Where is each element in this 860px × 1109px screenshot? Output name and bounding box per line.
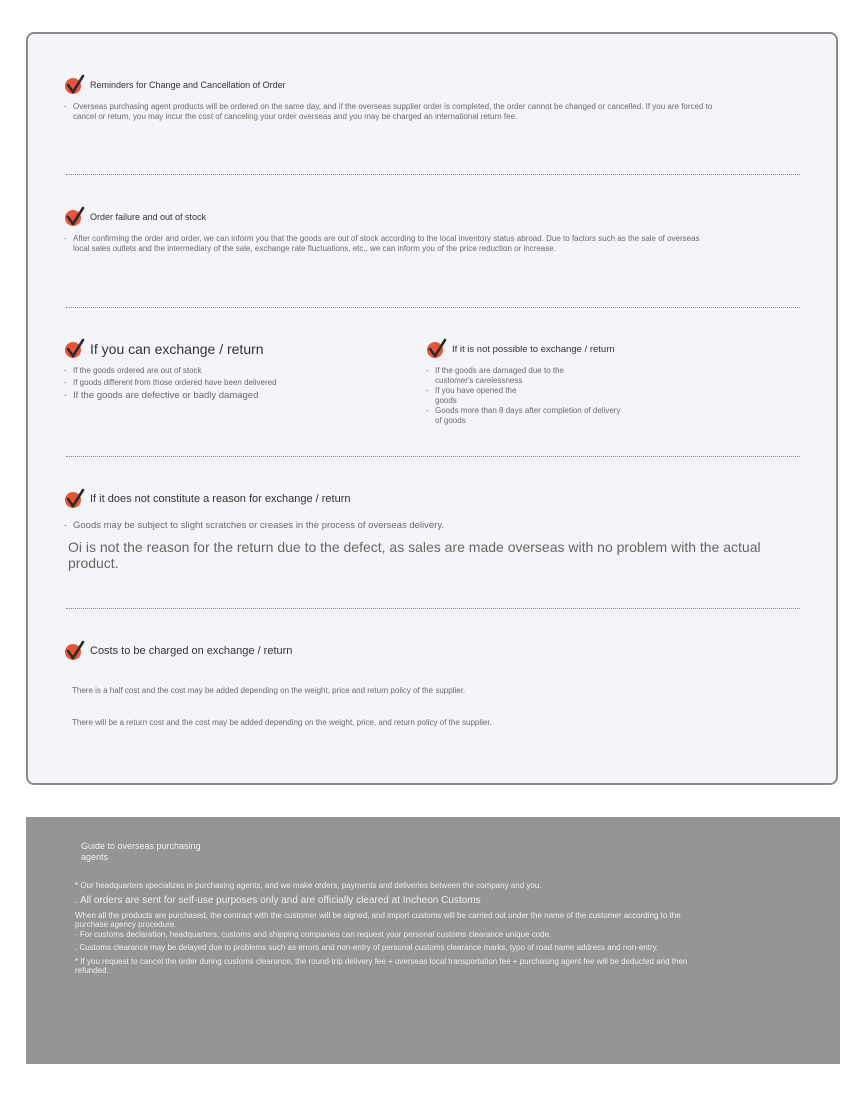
check-icon: [64, 206, 86, 228]
guide-panel: [26, 817, 840, 1064]
list-item: - If the goods are defective or badly damaged: [64, 390, 284, 402]
guide-paragraph: * Our headquarters specializes in purchasing agents, and we make orders, payments and deliveries between the company and you.: [75, 881, 542, 890]
policy-card: [26, 32, 838, 785]
bullet-list: [426, 366, 626, 426]
section-heading: [64, 640, 564, 662]
guide-paragraph: . Customs clearance may be delayed due to problems such as errors and non-entry of personal customs clearance marks, typo of road name address and non-entry.: [75, 943, 659, 952]
check-icon: [64, 338, 86, 360]
cost-line: There will be a return cost and the cost may be added depending on the weight, price, and return policy of the supplier.: [72, 718, 492, 727]
bullet-list: [64, 366, 284, 402]
bullet-list: [64, 520, 814, 531]
section-costs: [64, 640, 564, 728]
section-title: Order failure and out of stock: [90, 212, 207, 222]
divider: [66, 307, 800, 308]
list-item: - If you have opened the goods: [426, 386, 536, 406]
section-title: If it is not possible to exchange / return: [452, 343, 615, 355]
section-not-reason: [64, 488, 814, 571]
note-text: Oi is not the reason for the return due to the defect, as sales are made overseas with no problem with the actual product.: [68, 539, 761, 571]
section-title: If it does not constitute a reason for exchange / return: [90, 493, 351, 505]
check-icon: [64, 74, 86, 96]
section-failure-stock: [64, 206, 704, 254]
list-item: - If goods different from those ordered have been delivered: [64, 378, 284, 388]
list-item: - If the goods ordered are out of stock: [64, 366, 204, 376]
list-item: - Goods more than 8 days after completion of delivery of goods: [426, 406, 626, 426]
section-heading: [64, 338, 324, 360]
cost-line: There is a half cost and the cost may be added depending on the weight, price and return policy of the supplier.: [72, 686, 466, 695]
section-cannot-exchange: [426, 338, 646, 426]
divider: [66, 608, 800, 609]
section-title: If you can exchange / return: [90, 341, 264, 357]
bullet-list: [64, 102, 724, 122]
guide-body: [75, 881, 695, 980]
section-title: Reminders for Change and Cancellation of Order: [90, 80, 286, 90]
check-icon: [64, 488, 86, 510]
guide-paragraph: · For customs declaration, headquarters, customs and shipping companies can request your personal customs clearance unique code.: [75, 929, 552, 939]
section-change-cancel: [64, 74, 724, 122]
list-item: - After confirming the order and order, we can inform you that the goods are out of stock according to the local inventory status abroad. Due to factors such as the sale of overseas local sales outlets and the intermediary of the sale, exchange rate fluctuations, etc., we can inform you of the price reduction or increase.: [64, 234, 704, 254]
check-icon: [64, 640, 86, 662]
section-heading: [426, 338, 646, 360]
section-heading: [64, 206, 704, 228]
guide-paragraph: . All orders are sent for self-use purposes only and are officially cleared at Incheon Customs: [75, 894, 481, 906]
guide-title: Guide to overseas purchasing agents: [81, 841, 201, 862]
section-title: Costs to be charged on exchange / return: [90, 645, 293, 657]
guide-paragraph: When all the products are purchased, the contract with the customer will be signed, and import customs will be carried out under the name of the customer according to the purchase agency procedure.: [75, 910, 681, 929]
list-item: - Goods may be subject to slight scratches or creases in the process of overseas delivery.: [64, 520, 814, 531]
section-can-exchange: [64, 338, 324, 404]
check-icon: [426, 338, 448, 360]
divider: [66, 174, 800, 175]
section-heading: [64, 74, 724, 96]
list-item: - Overseas purchasing agent products will be ordered on the same day, and if the overseas supplier order is completed, the order cannot be changed or cancelled. If you are forced to cancel or return, you may incur the cost of canceling your order overseas and you may be charged an international return fee.: [64, 102, 724, 122]
divider: [66, 456, 800, 457]
list-item: - If the goods are damaged due to the customer's carelessness: [426, 366, 586, 386]
bullet-list: [64, 234, 704, 254]
section-heading: [64, 488, 814, 510]
guide-paragraph: * If you request to cancel the order during customs clearance, the round-trip delivery fee + overseas local transportation fee + purchasing agent fee will be deducted and then refunded.: [75, 956, 688, 975]
